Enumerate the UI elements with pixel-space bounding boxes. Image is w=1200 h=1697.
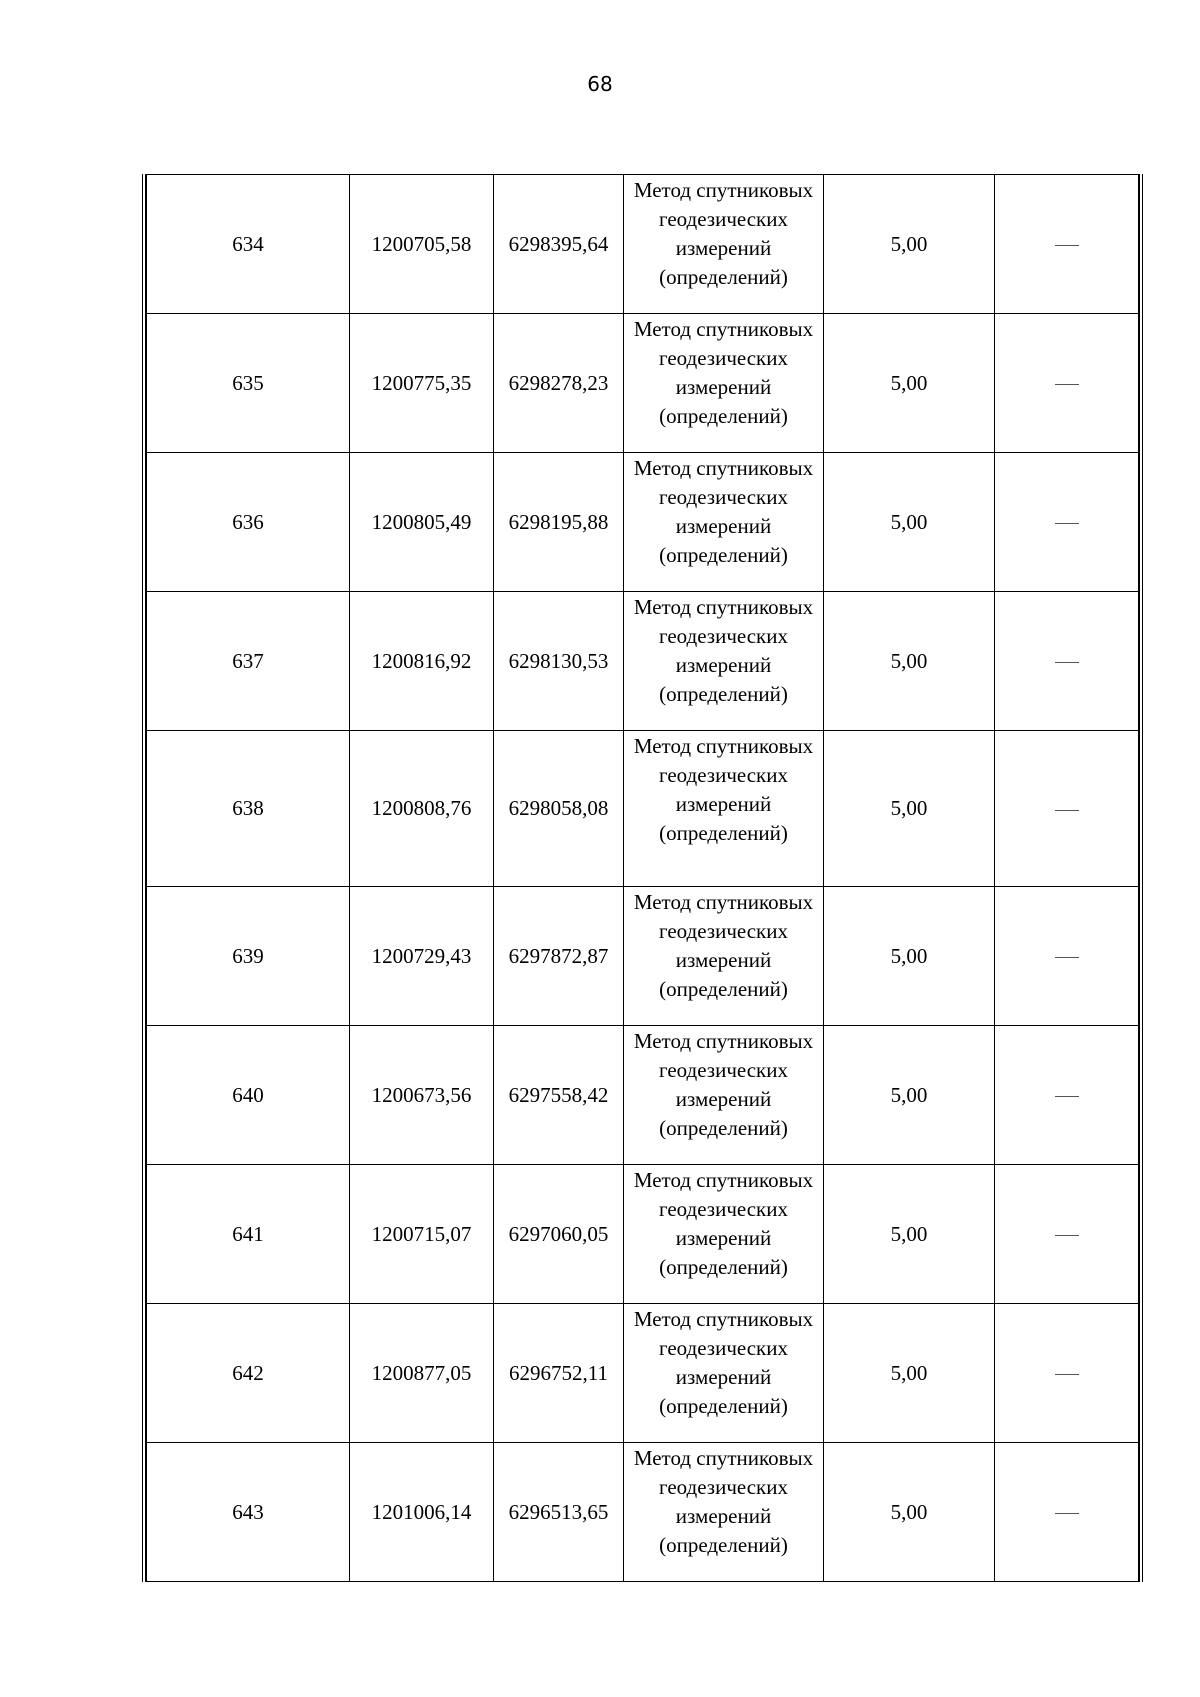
point-number-cell: 640	[147, 1026, 350, 1165]
description-cell	[995, 453, 1139, 592]
description-cell	[995, 592, 1139, 731]
y-coordinate-cell: 6298130,53	[494, 592, 624, 731]
description-cell	[995, 731, 1139, 887]
table-row	[147, 453, 1139, 592]
empty-dash	[1055, 384, 1079, 385]
y-coordinate-cell: 6298058,08	[494, 731, 624, 887]
x-coordinate-cell: 1200715,07	[350, 1165, 494, 1304]
accuracy-cell: 5,00	[824, 1026, 995, 1165]
y-coordinate-cell: 6297558,42	[494, 1026, 624, 1165]
accuracy-cell: 5,00	[824, 1304, 995, 1443]
table-row	[147, 175, 1139, 314]
table-row	[147, 1026, 1139, 1165]
x-coordinate-cell: 1200673,56	[350, 1026, 494, 1165]
table-row	[147, 592, 1139, 731]
accuracy-cell: 5,00	[824, 175, 995, 314]
accuracy-cell: 5,00	[824, 731, 995, 887]
x-coordinate-cell: 1201006,14	[350, 1443, 494, 1582]
empty-dash	[1055, 957, 1079, 958]
accuracy-cell: 5,00	[824, 592, 995, 731]
method-cell: Метод спутниковых геодезических измерений (определений)	[624, 1443, 824, 1582]
point-number-cell: 642	[147, 1304, 350, 1443]
y-coordinate-cell: 6298395,64	[494, 175, 624, 314]
point-number-cell: 637	[147, 592, 350, 731]
y-coordinate-cell: 6297872,87	[494, 887, 624, 1026]
table-row	[147, 314, 1139, 453]
method-cell: Метод спутниковых геодезических измерений (определений)	[624, 592, 824, 731]
point-number-cell: 639	[147, 887, 350, 1026]
x-coordinate-cell: 1200729,43	[350, 887, 494, 1026]
accuracy-cell: 5,00	[824, 887, 995, 1026]
description-cell	[995, 1165, 1139, 1304]
method-cell: Метод спутниковых геодезических измерений (определений)	[624, 731, 824, 887]
y-coordinate-cell: 6298195,88	[494, 453, 624, 592]
table-row	[147, 887, 1139, 1026]
method-cell: Метод спутниковых геодезических измерений (определений)	[624, 314, 824, 453]
method-cell: Метод спутниковых геодезических измерений (определений)	[624, 1304, 824, 1443]
x-coordinate-cell: 1200816,92	[350, 592, 494, 731]
empty-dash	[1055, 1096, 1079, 1097]
point-number-cell: 636	[147, 453, 350, 592]
method-cell: Метод спутниковых геодезических измерений (определений)	[624, 1165, 824, 1304]
description-cell	[995, 1026, 1139, 1165]
description-cell	[995, 1443, 1139, 1582]
coordinates-table-wrapper	[142, 174, 1143, 1582]
x-coordinate-cell: 1200808,76	[350, 731, 494, 887]
description-cell	[995, 887, 1139, 1026]
accuracy-cell: 5,00	[824, 453, 995, 592]
page-number: 68	[587, 72, 613, 96]
description-cell	[995, 175, 1139, 314]
description-cell	[995, 314, 1139, 453]
method-cell: Метод спутниковых геодезических измерений (определений)	[624, 887, 824, 1026]
description-cell	[995, 1304, 1139, 1443]
empty-dash	[1055, 1374, 1079, 1375]
x-coordinate-cell: 1200877,05	[350, 1304, 494, 1443]
empty-dash	[1055, 523, 1079, 524]
empty-dash	[1055, 662, 1079, 663]
y-coordinate-cell: 6297060,05	[494, 1165, 624, 1304]
y-coordinate-cell: 6296752,11	[494, 1304, 624, 1443]
table-row	[147, 731, 1139, 887]
table-body	[147, 175, 1139, 1582]
accuracy-cell: 5,00	[824, 1443, 995, 1582]
empty-dash	[1055, 1513, 1079, 1514]
coordinates-table	[146, 174, 1139, 1582]
accuracy-cell: 5,00	[824, 1165, 995, 1304]
x-coordinate-cell: 1200705,58	[350, 175, 494, 314]
method-cell: Метод спутниковых геодезических измерений (определений)	[624, 1026, 824, 1165]
point-number-cell: 634	[147, 175, 350, 314]
method-cell: Метод спутниковых геодезических измерений (определений)	[624, 175, 824, 314]
method-cell: Метод спутниковых геодезических измерений (определений)	[624, 453, 824, 592]
accuracy-cell: 5,00	[824, 314, 995, 453]
point-number-cell: 638	[147, 731, 350, 887]
x-coordinate-cell: 1200775,35	[350, 314, 494, 453]
table-row	[147, 1443, 1139, 1582]
point-number-cell: 641	[147, 1165, 350, 1304]
table-row	[147, 1165, 1139, 1304]
empty-dash	[1055, 245, 1079, 246]
table-row	[147, 1304, 1139, 1443]
point-number-cell: 643	[147, 1443, 350, 1582]
y-coordinate-cell: 6296513,65	[494, 1443, 624, 1582]
y-coordinate-cell: 6298278,23	[494, 314, 624, 453]
empty-dash	[1055, 810, 1079, 811]
empty-dash	[1055, 1235, 1079, 1236]
point-number-cell: 635	[147, 314, 350, 453]
x-coordinate-cell: 1200805,49	[350, 453, 494, 592]
